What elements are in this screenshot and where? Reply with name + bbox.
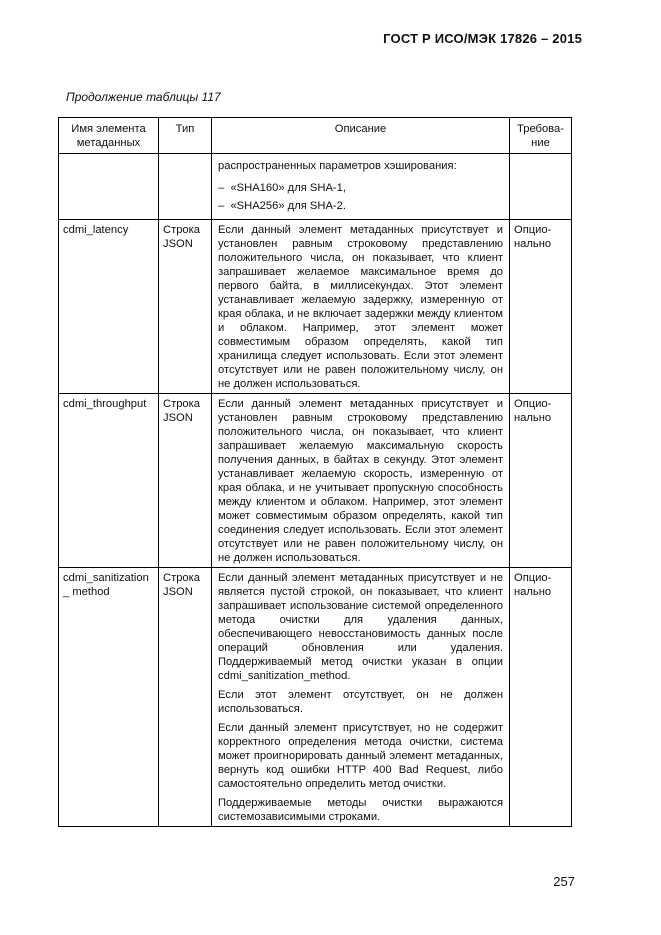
description-paragraph: Поддерживаемые методы очистки выражаются системозависимыми строками.: [218, 797, 503, 823]
table-header-row: [59, 118, 572, 154]
cell-empty-requirement: [510, 154, 572, 220]
description-paragraph: Если данный элемент метаданных присутствует и установлен равным строковому представлению положительного числа, он показывает, что клиент запрашивает желаемую максимальную скорость получения данных, в байтах в секунду. Этот элемент устанавливает желаемую скорость, измеренную от края облака, и не учитывает пропускную способность между клиентом и облаком. Например, этот элемент может совместимым образом определять, какой тип соединения следует использовать. Если этот элемент отсутствует или не равен положительному числу, он не должен использоваться.: [218, 398, 503, 564]
list-item: – «SHA256» для SHA-2.: [235, 199, 503, 213]
metadata-table: [58, 117, 572, 827]
cell-description: [212, 154, 510, 220]
cell-description: [212, 394, 510, 568]
table-row-continued: [59, 154, 572, 220]
cell-element-name: cdmi_sanitization_ method: [59, 568, 159, 827]
cell-type: Строка JSON: [159, 568, 212, 827]
cell-type: Строка JSON: [159, 394, 212, 568]
column-header-name: Имя элемента метаданных: [59, 118, 159, 154]
cell-description: [212, 568, 510, 827]
table-row: [59, 394, 572, 568]
column-header-type: Тип: [159, 118, 212, 154]
cell-requirement: Опцио-нально: [510, 220, 572, 394]
hash-parameter-list: [218, 181, 503, 213]
table-row: [59, 568, 572, 827]
table-row: [59, 220, 572, 394]
list-item: – «SHA160» для SHA-1,: [235, 181, 503, 195]
description-paragraph: Если данный элемент метаданных присутствует и установлен равным строковому представлению положительного числа, он показывает, что клиент запрашивает желаемое максимальное время до первого байта, в миллисекундах. Этот элемент устанавливает желаемую задержку, измеренную от края облака, и не включает задержки между клиентом и облаком. Например, этот элемент может совместимым образом определять, какой тип хранилища следует использовать. Если этот элемент отсутствует или не равен положительному числу, он не должен использоваться.: [218, 224, 503, 390]
document-standard-header: ГОСТ Р ИСО/МЭК 17826 – 2015: [383, 31, 582, 46]
description-paragraph: Если данный элемент метаданных присутствует и не является пустой строкой, он показывает, что клиент запрашивает использование системой определенного метода очистки для удаления данных, обеспечивающего невосстановимость данных после операций обновления или удаления. Поддерживаемый метод очистки указан в опции cdmi_sanitization_method.: [218, 572, 503, 682]
description-paragraph: Если данный элемент присутствует, но не содержит корректного определения метода очистки, система может проигнорировать данный элемент метаданных, вернуть код ошибки HTTP 400 Bad Request, либо самостоятельно определить метод очистки.: [218, 722, 503, 790]
cell-type: Строка JSON: [159, 220, 212, 394]
cell-empty-type: [159, 154, 212, 220]
column-header-description: Описание: [212, 118, 510, 154]
cell-empty-name: [59, 154, 159, 220]
page-number: 257: [553, 874, 575, 889]
cell-requirement: Опцио-нально: [510, 568, 572, 827]
column-header-requirement: Требова-ние: [510, 118, 572, 154]
cell-element-name: cdmi_throughput: [59, 394, 159, 568]
cell-requirement: Опцио-нально: [510, 394, 572, 568]
cell-element-name: cdmi_latency: [59, 220, 159, 394]
cell-description: [212, 220, 510, 394]
continued-text: распространенных параметров хэширования:: [218, 160, 457, 172]
table-caption: Продолжение таблицы 117: [66, 90, 221, 104]
description-paragraph: Если этот элемент отсутствует, он не должен использоваться.: [218, 689, 503, 715]
